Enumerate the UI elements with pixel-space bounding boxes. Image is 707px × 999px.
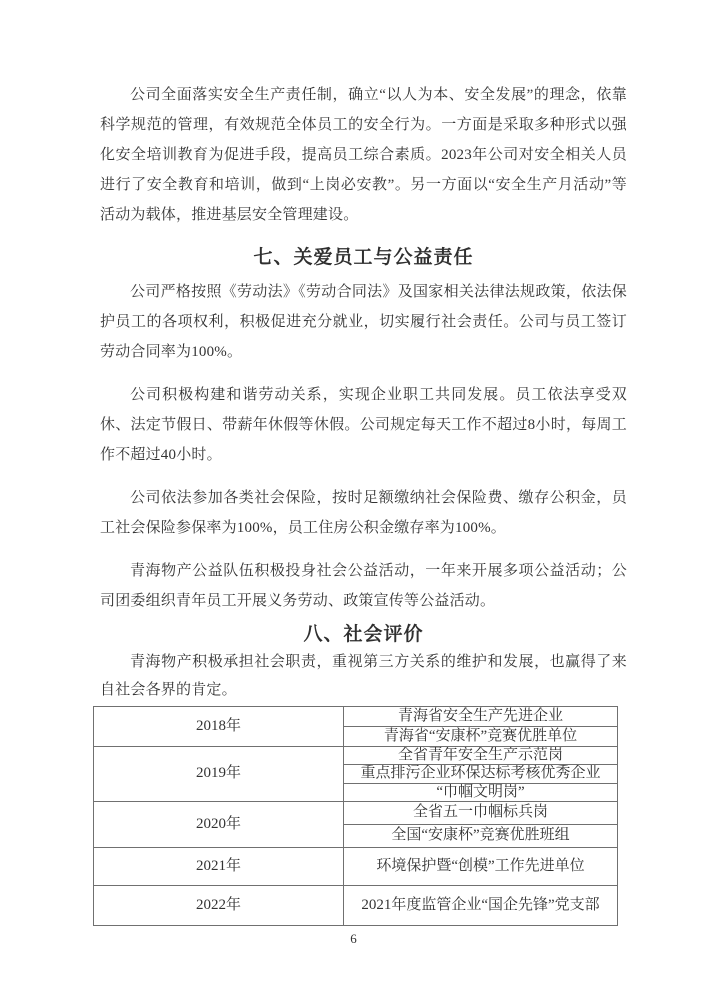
year-cell-2019: 2019年	[94, 747, 344, 802]
paragraph-social-insurance: 公司依法参加各类社会保险，按时足额缴纳社会保险费、缴存公积金，员工社会保险参保率为100%，员工住房公积金缴存率为100%。	[100, 490, 627, 536]
year-cell-2022: 2022年	[94, 885, 344, 925]
paragraph-labor-law: 公司严格按照《劳动法》《劳动合同法》及国家相关法律法规政策，依法保护员工的各项权利，积极促进充分就业，切实履行社会责任。公司与员工签订劳动合同率为100%。	[100, 284, 627, 360]
table-row	[94, 747, 618, 765]
award-cell: 环境保护暨“创模”工作先进单位	[344, 847, 618, 885]
award-cell: “巾帼文明岗”	[344, 783, 618, 801]
award-cell: 青海省“安康杯”竞赛优胜单位	[344, 727, 618, 747]
award-cell: 重点排污企业环保达标考核优秀企业	[344, 765, 618, 783]
table-row	[94, 801, 618, 824]
award-cell: 2021年度监管企业“国企先锋”党支部	[344, 885, 618, 925]
award-cell: 青海省安全生产先进企业	[344, 707, 618, 727]
paragraph-safety-production: 公司全面落实安全生产责任制，确立“以人为本、安全发展”的理念，依靠科学规范的管理，有效规范全体员工的安全行为。一方面是采取多种形式以强化安全培训教育为促进手段，提高员工综合素质。2023年公司对安全相关人员进行了安全教育和培训，做到“上岗必安教”。另一方面以“安全生产月活动”等活动为载体，推进基层安全管理建设。	[100, 87, 627, 223]
table-row	[94, 885, 618, 925]
table-row	[94, 847, 618, 885]
award-cell: 全省青年安全生产示范岗	[344, 747, 618, 765]
year-cell-2018: 2018年	[94, 707, 344, 747]
page-number: 6	[350, 931, 357, 946]
heading-section-8-social-evaluation: 八、社会评价	[303, 624, 424, 645]
page-content	[100, 80, 627, 926]
year-cell-2020: 2020年	[94, 801, 344, 847]
paragraph-charity: 青海物产公益队伍积极投身社会公益活动，一年来开展多项公益活动；公司团委组织青年员工开展义务劳动、政策宣传等公益活动。	[100, 563, 627, 609]
award-cell: 全国“安康杯”竞赛优胜班组	[344, 824, 618, 847]
year-cell-2021: 2021年	[94, 847, 344, 885]
award-cell: 全省五一巾帼标兵岗	[344, 801, 618, 824]
paragraph-work-hours: 公司积极构建和谐劳动关系，实现企业职工共同发展。员工依法享受双休、法定节假日、带薪年休假等休假。公司规定每天工作不超过8小时，每周工作不超过40小时。	[100, 387, 627, 463]
heading-section-7-employee-care: 七、关爱员工与公益责任	[253, 247, 474, 268]
paragraph-social-recognition: 青海物产积极承担社会职责，重视第三方关系的维护和发展，也赢得了来自社会各界的肯定。	[100, 654, 627, 698]
table-row	[94, 707, 618, 727]
awards-table	[93, 706, 618, 926]
